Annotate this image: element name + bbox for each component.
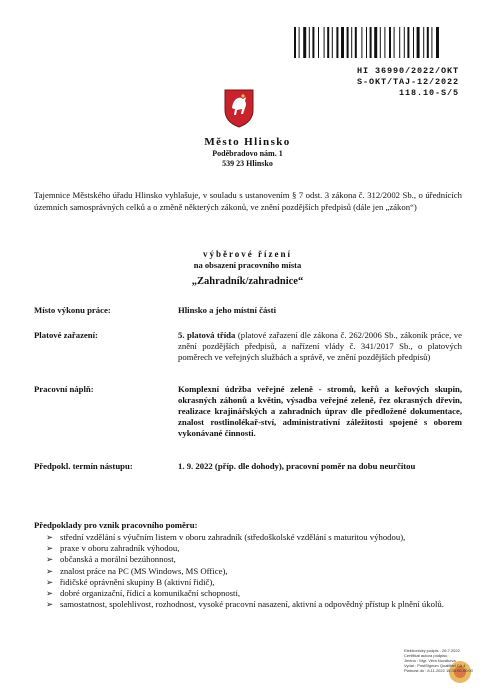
arrow-bullet-icon: ➢ (46, 599, 54, 610)
duties-value: Komplexní údržba veřejné zeleně - stromů, keřů a keřových skupin, okrasných záhonů a květin, výsadba veřejné zeleně, řez okrasných dřevin, realizace krajinářských a zahradních úprav dle předložené dokumentace, znalost rostlinolékař-ství, administrativní záležitosti spojené s oborem vykonávané činnosti. (178, 384, 462, 438)
city-name: Město Hlinsko (204, 136, 291, 148)
ref-line-1: HI 36990/2022/OKT (356, 66, 459, 76)
salary-label: Platové zařazení: (34, 330, 98, 340)
duties-label: Pracovní náplň: (34, 384, 94, 394)
address-line-1: Poděbradovo nám. 1 (212, 149, 283, 158)
intro-paragraph: Tajemnice Městského úřadu Hlinsko vyhlašuje, v souladu s ustanovením § 7 odst. 3 zákona č. 312/2002 Sb., o úřednících územních samosprávných celků a o změně některých zákonů, ve znění pozdějších předpisů (dále jen „zákon“) (34, 190, 462, 212)
requirements-list (34, 532, 462, 610)
arrow-bullet-icon: ➢ (46, 554, 54, 565)
arrow-bullet-icon: ➢ (46, 532, 54, 542)
arrow-bullet-icon: ➢ (46, 543, 54, 554)
requirement-item: ➢ řidičské oprávnění skupiny B (aktivní řidič), (46, 576, 215, 587)
place-label: Místo výkonu práce: (34, 305, 111, 315)
arrow-bullet-icon: ➢ (46, 565, 54, 576)
barcode (294, 27, 462, 58)
salary-class: 5. platová třída (178, 330, 236, 340)
city-crest-icon (223, 88, 255, 128)
requirement-item: ➢ samostatnost, spolehlivost, rozhodnost, vysoké pracovní nasazení, aktivní a odpovědný přístup k plnění úkolů. (46, 599, 444, 610)
salary-value (178, 330, 462, 363)
address-line-2: 539 23 Hlinsko (222, 159, 273, 168)
arrow-bullet-icon: ➢ (46, 588, 54, 599)
requirement-item: ➢ praxe v oboru zahradník výhodou, (46, 543, 180, 554)
place-value: Hlinsko a jeho místní části (178, 305, 276, 315)
start-label: Předpokl. termín nástupu: (34, 461, 133, 471)
requirement-item: ➢ dobré organizační, řídicí a komunikační schopnosti, (46, 588, 241, 599)
requirement-item: ➢ občanská a morální bezúhonnost, (46, 554, 176, 565)
ref-line-3: 118.10-S/5 (398, 88, 459, 98)
start-value: 1. 9. 2022 (příp. dle dohody), pracovní poměr na dobu neurčitou (178, 461, 416, 471)
signature-stamp: Elektronický podpis - 26.7.2022 Certifikát autora podpisu : Jméno : Mgr. Věra Nováková Vydal : PostSignum Qualified CA 4 Platnost do : 8.11.2022 15:30:00-00:00 (404, 648, 473, 673)
document-title: výběrové řízení (202, 249, 293, 259)
arrow-bullet-icon: ➢ (46, 576, 54, 587)
salary-detail: (platové zařazení dle zákona č. 262/2006 Sb., zákoník práce, ve znění pozdějších předpisů, a nařízení vlády č. 341/2017 Sb., o platových poměrech ve veřejných službách a správě, ve znění pozdějších předpisů) (178, 330, 462, 362)
position-name: „Zahradník/zahradnice“ (191, 276, 304, 287)
requirement-item: ➢ střední vzdělání s výučním listem v oboru zahradník (středoškolské vzdělání s maturitou výhodou), (46, 532, 406, 542)
document-subtitle: na obsazení pracovního místa (193, 260, 302, 270)
ref-line-2: S-OKT/TAJ-12/2022 (356, 77, 459, 87)
requirements-title: Předpoklady pro vznik pracovního poměru: (34, 520, 198, 530)
requirement-item: ➢ znalost práce na PC (MS Windows, MS Office), (46, 565, 228, 576)
